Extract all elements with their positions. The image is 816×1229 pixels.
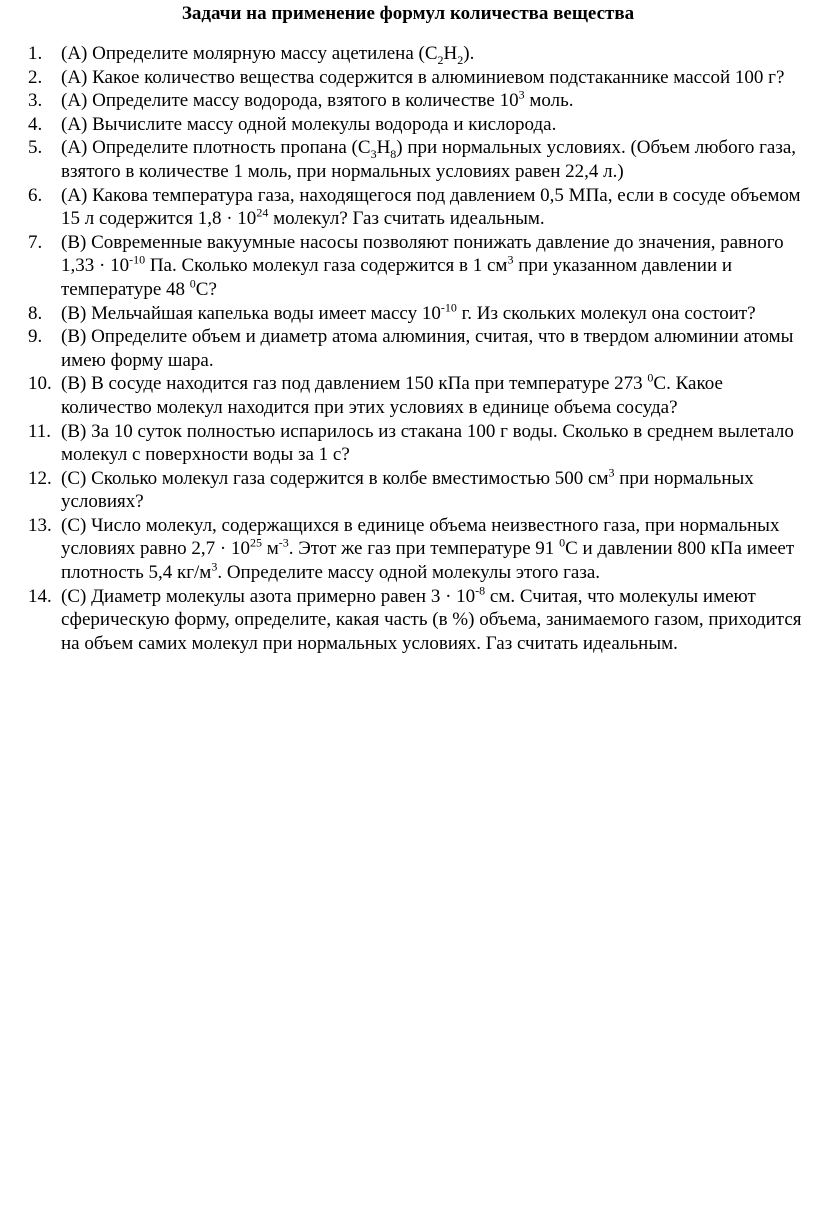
task-number: 3. bbox=[28, 90, 43, 112]
task-item bbox=[28, 231, 816, 302]
task-number: 2. bbox=[28, 66, 43, 88]
task-number: 11. bbox=[28, 420, 52, 442]
task-number: 12. bbox=[28, 467, 52, 489]
task-item bbox=[28, 113, 816, 137]
task-item bbox=[28, 585, 816, 656]
task-number: 1. bbox=[28, 43, 43, 64]
task-item bbox=[28, 42, 816, 66]
task-text: (A) Определите плотность пропана $(C_3H_8)$ при нормальных условиях. (Объем любого газа, взятого в количестве 1 моль, при нормальных условиях равен 22,4 л.) bbox=[61, 137, 797, 182]
task-text: (A) Вычислите массу одной молекулы водорода и кислорода. bbox=[61, 113, 557, 135]
task-text: (A) Определите молярную массу ацетилена $(C_2H_2)$. bbox=[61, 43, 475, 67]
task-number: 9. bbox=[28, 326, 43, 348]
task-list bbox=[28, 42, 816, 655]
task-number: 14. bbox=[28, 585, 52, 607]
task-text: (C) Диаметр молекулы азота примерно равен $3 \cdot 10^{-8}$ см. Считая, что молекулы имеют сферическую форму, определите, какая часть (в %) объема, занимаемого газом, приходится на объем самих молекул при нормальных условиях. Газ считать идеальным. bbox=[61, 583, 802, 654]
task-item bbox=[28, 66, 816, 90]
task-number: 8. bbox=[28, 302, 43, 324]
task-item bbox=[28, 467, 816, 514]
task-text: (B) За 10 суток полностью испарилось из стакана 100 г воды. Сколько в среднем вылетало молекул с поверхности воды за 1 с? bbox=[61, 420, 794, 466]
task-text: (A) Определите массу водорода, взятого в количестве $10^3$ моль. bbox=[61, 87, 574, 112]
task-number: 6. bbox=[28, 184, 43, 206]
task-item bbox=[28, 184, 816, 231]
task-text: (B) Определите объем и диаметр атома алюминия, считая, что в твердом алюминии атомы имею форму шара. bbox=[61, 326, 794, 371]
task-item bbox=[28, 514, 816, 585]
task-number: 4. bbox=[28, 113, 43, 135]
task-number: 10. bbox=[28, 373, 52, 395]
task-number: 7. bbox=[28, 231, 43, 253]
task-item bbox=[28, 89, 816, 113]
task-item bbox=[28, 372, 816, 419]
task-item bbox=[28, 136, 816, 183]
task-text: (B) В сосуде находится газ под давлением 150 кПа при температуре 273 $^0$C. Какое количество молекул находится при этих условиях в единице объема сосуда? bbox=[61, 370, 723, 418]
task-text: (C) Сколько молекул газа содержится в колбе вместимостью 500 $см^3$ при нормальных условиях? bbox=[61, 465, 754, 513]
document-title: Задачи на применение формул количества вещества bbox=[181, 3, 635, 24]
task-number: 13. bbox=[28, 514, 52, 536]
task-item bbox=[28, 302, 816, 326]
task-text: (B) Мельчайшая капелька воды имеет массу $10^{-10}$ г. Из скольких молекул она состоит? bbox=[61, 300, 756, 324]
task-text: (A) Какова температура газа, находящегося под давлением 0,5 МПа, если в сосуде объемом 15 л содержится $1,8 \cdot 10^{24}$ молекул? Газ считать идеальным. bbox=[61, 184, 801, 230]
task-item bbox=[28, 325, 816, 372]
task-number: 5. bbox=[28, 137, 43, 159]
task-text: (A) Какое количество вещества содержится в алюминиевом подстаканнике массой 100 г? bbox=[61, 66, 785, 88]
task-text: (C) Число молекул, содержащихся в единице объема неизвестного газа, при нормальных условиях равно $2,7 \cdot 10^{25}$ $м^{-3}$. Этот же газ при температуре 91 $^0$C и давлении 800 кПа имеет плотность 5,4 $кг/м^3$. Определите массу одной молекулы этого газа. bbox=[61, 514, 795, 584]
task-item bbox=[28, 420, 816, 467]
task-text: (B) Современные вакуумные насосы позволяют понижать давление до значения, равного $1,33 \cdot 10^{-10}$ Па. Сколько молекул газа содержится в 1 $см^3$ при указанном давлении и температуре 48 $^0$C? bbox=[61, 231, 784, 300]
